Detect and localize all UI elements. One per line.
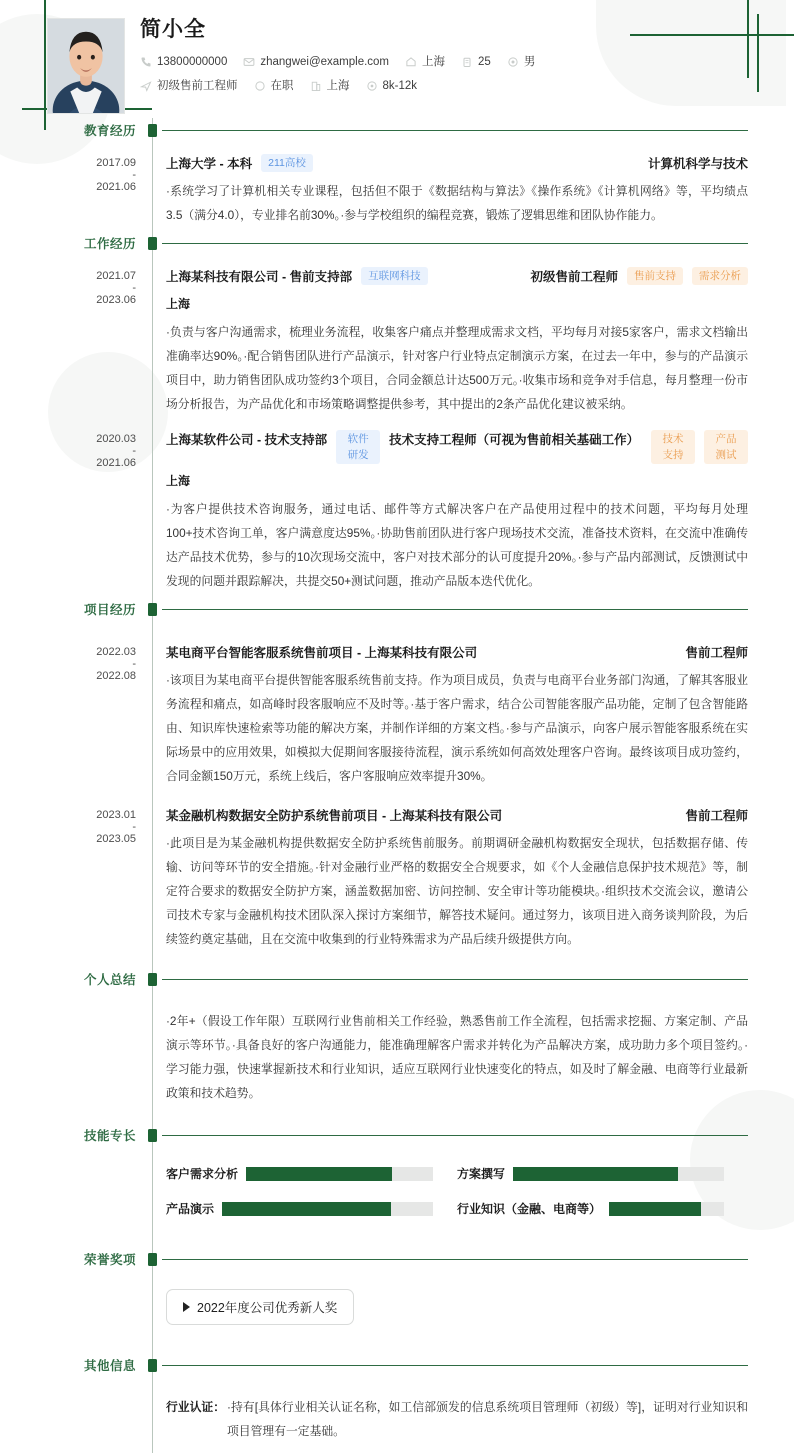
skill-progress-fill xyxy=(609,1202,701,1216)
entry-title-row xyxy=(166,430,748,464)
desired-salary-text: 8k-12k xyxy=(382,80,418,92)
company-name: 上海某软件公司 - 技术支持部 xyxy=(166,433,328,447)
entry-title-row xyxy=(166,643,748,663)
skill-label: 行业知识（金融、电商等） xyxy=(457,1202,602,1216)
skill-item xyxy=(457,1200,748,1217)
gender-icon xyxy=(507,56,519,68)
project-role: 售前工程师 xyxy=(685,646,748,660)
date-end: 2023.06 xyxy=(96,294,136,306)
date-start: 2020.03 xyxy=(96,433,136,445)
job-icon xyxy=(140,80,152,92)
section-header xyxy=(0,597,794,623)
date-end: 2021.06 xyxy=(96,181,136,193)
section-header xyxy=(0,1247,794,1273)
industry-tag: 互联网科技 xyxy=(361,267,428,285)
play-triangle-icon xyxy=(183,1302,190,1312)
certification-label: 行业认证： xyxy=(166,1400,225,1414)
work-city: 上海 xyxy=(166,474,191,488)
section-education xyxy=(0,118,794,231)
date-start: 2022.03 xyxy=(96,646,136,658)
summary-description: ·2年+（假设工作年限）互联网行业售前相关工作经验，熟悉售前工作全流程，包括需求挖掘、方案定制、产品演示等环节。·具备良好的客户沟通能力，能准确理解客户需求并转化为产品解决方案，成功助力多个项目签约。·学习能力强，快速掌握新技术和行业知识，适应互联网行业快速变化的特点，如及时了解金融、电商等行业最新政策和技术趋势。 xyxy=(166,1014,748,1100)
entry-title-row xyxy=(166,154,748,174)
date-end: 2022.08 xyxy=(96,670,136,682)
skill-progress-fill xyxy=(513,1167,678,1181)
section-header xyxy=(0,231,794,257)
age-icon xyxy=(461,56,473,68)
section-rule xyxy=(162,1259,748,1260)
work-entry xyxy=(0,257,794,420)
avatar-portrait-icon xyxy=(48,19,124,113)
work-description: ·为客户提供技术咨询服务，通过电话、邮件等方式解决客户在产品使用过程中的技术问题，平均每月处理100+技术咨询工单，客户满意度达95%。·协助售前团队进行客户现场技术交流，准备技术资料，在交流中准确传达产品技术优势，参与的10次现场交流中，客户对技术部分的认可度提升20%。·参与产品内部测试，反馈测试中发现的问题并跟踪解决，共提交50+测试问题，推动产品版本迭代优化。 xyxy=(166,502,748,588)
entry-date xyxy=(0,156,136,195)
entry-date xyxy=(0,432,136,471)
section-title-projects: 项目经历 xyxy=(83,603,136,617)
entry-title-right xyxy=(685,806,748,826)
skill-progress-bar xyxy=(513,1167,724,1181)
entry-title-left xyxy=(166,267,520,287)
desired-job-text: 初级售前工程师 xyxy=(157,80,238,92)
contact-gender-text: 男 xyxy=(523,56,536,68)
skill-item xyxy=(457,1165,748,1182)
awards-list xyxy=(0,1273,794,1335)
section-rule xyxy=(162,1365,748,1366)
section-rule xyxy=(162,609,748,610)
award-chip[interactable] xyxy=(166,1289,354,1325)
skill-tag: 需求分析 xyxy=(692,267,748,285)
work-entry xyxy=(0,420,794,597)
date-start: 2021.07 xyxy=(96,270,136,282)
skill-label: 客户需求分析 xyxy=(166,1167,239,1181)
timeline-node xyxy=(148,237,157,250)
contact-row-primary xyxy=(140,52,754,72)
contact-phone-text: 13800000000 xyxy=(157,56,228,68)
skill-progress-bar xyxy=(609,1202,724,1216)
contact-location xyxy=(405,52,445,72)
section-header xyxy=(0,118,794,144)
section-awards xyxy=(0,1247,794,1335)
section-rule xyxy=(162,243,748,244)
date-end: 2023.05 xyxy=(96,833,136,845)
section-rule xyxy=(162,130,748,131)
desired-city xyxy=(310,76,350,96)
entry-date xyxy=(0,269,136,308)
contact-age-text: 25 xyxy=(478,56,491,68)
section-title-education: 教育经历 xyxy=(83,124,136,138)
home-icon xyxy=(405,56,417,68)
section-title-other: 其他信息 xyxy=(83,1359,136,1373)
contact-email xyxy=(243,52,389,72)
job-status-text: 在职 xyxy=(270,80,294,92)
skills-grid xyxy=(0,1149,794,1225)
section-rule xyxy=(162,979,748,980)
date-dash: - xyxy=(132,821,136,833)
contact-location-text: 上海 xyxy=(422,56,446,68)
date-end: 2021.06 xyxy=(96,457,136,469)
timeline-node xyxy=(148,1129,157,1142)
section-header xyxy=(0,1353,794,1379)
section-title-work: 工作经历 xyxy=(83,237,136,251)
entry-title-right xyxy=(685,643,748,663)
entry-title-row xyxy=(166,267,748,287)
project-description: ·此项目是为某金融机构提供数据安全防护系统售前服务。前期调研金融机构数据安全现状，包括数据存储、传输、访问等环节的安全措施。·针对金融行业严格的数据安全合规要求，如《个人金融信息保护技术规范》等，制定符合要求的数据安全防护方案，涵盖数据加密、访问控制、安全审计等功能模块。·组织技术交流会议，邀请公司技术专家与金融机构技术团队深入探讨方案细节，解答技术疑问。通过努力，该项目进入商务谈判阶段，为后续签约奠定基础，且在交流中收集到的行业特殊需求为产品后续升级提供方向。 xyxy=(166,836,748,946)
section-other xyxy=(0,1353,794,1453)
project-name: 某电商平台智能客服系统售前项目 - 上海某科技有限公司 xyxy=(166,646,478,660)
resume-header xyxy=(0,0,794,118)
school-name: 上海大学 - 本科 xyxy=(166,157,253,171)
date-start: 2017.09 xyxy=(96,157,136,169)
resume-timeline xyxy=(0,118,794,1453)
section-projects xyxy=(0,597,794,955)
project-description: ·该项目为某电商平台提供智能客服系统售前支持。作为项目成员，负责与电商平台业务部门沟通，了解其客服业务流程和痛点，如高峰时段客服响应不及时等。·基于客户需求，结合公司智能客服产品功能，定制了包含智能路由、知识库快速检索等功能的解决方案，并制作详细的方案文档。·参与产品演示，向客户展示智能客服系统在实际场景中的应用效果，如模拟大促期间客服接待流程，演示系统如何高效处理客户咨询。最终该项目成功签约，合同金额150万元，系统上线后，客户客服响应效率提升30%。 xyxy=(166,673,748,783)
skill-item xyxy=(166,1165,457,1182)
city-icon xyxy=(310,80,322,92)
date-dash: - xyxy=(132,169,136,181)
contact-row-secondary xyxy=(140,76,754,96)
timeline-node xyxy=(148,973,157,986)
skill-progress-fill xyxy=(246,1167,392,1181)
section-header xyxy=(0,1123,794,1149)
certification-line xyxy=(166,1395,748,1443)
date-dash: - xyxy=(132,658,136,670)
skill-tag: 产品测试 xyxy=(704,430,748,464)
skill-progress-bar xyxy=(246,1167,433,1181)
section-title-skills: 技能专长 xyxy=(83,1129,136,1143)
entry-title-right xyxy=(648,154,748,174)
entry-title-left xyxy=(166,643,675,663)
skill-tag: 售前支持 xyxy=(627,267,683,285)
desired-job xyxy=(140,76,238,96)
section-title-awards: 荣誉奖项 xyxy=(83,1253,136,1267)
timeline-node xyxy=(148,124,157,137)
phone-icon xyxy=(140,56,152,68)
section-rule xyxy=(162,1135,748,1136)
project-entry xyxy=(0,792,794,955)
education-entry xyxy=(0,144,794,231)
salary-icon xyxy=(366,80,378,92)
timeline-node xyxy=(148,1253,157,1266)
timeline-node xyxy=(148,603,157,616)
job-title: 技术支持工程师（可视为售前相关基础工作） xyxy=(389,433,640,447)
section-title-summary: 个人总结 xyxy=(83,973,136,987)
job-title: 初级售前工程师 xyxy=(530,270,618,284)
avatar xyxy=(47,18,125,114)
other-info-block xyxy=(0,1379,794,1453)
section-header xyxy=(0,967,794,993)
skill-label: 方案撰写 xyxy=(457,1167,506,1181)
section-skills xyxy=(0,1123,794,1225)
mail-icon xyxy=(243,56,255,68)
work-description: ·负责与客户沟通需求，梳理业务流程，收集客户痛点并整理成需求文档，平均每月对接5家客户，需求文档输出准确率达90%。·配合销售团队进行产品演示，针对客户行业特点定制演示方案，在过去一年中，参与的产品演示项目中，助力销售团队成功签约3个项目，合同金额总计达500万元。·收集市场和竞争对手信息，每月整理一份市场分析报告，为产品优化和市场策略调整提供参考，其中提出的2条产品优化建议被采纳。 xyxy=(166,325,748,411)
job-status xyxy=(254,76,294,96)
skill-progress-fill xyxy=(222,1202,391,1216)
certification-text: ·持有[具体行业相关认证名称，如工信部颁发的信息系统项目管理师（初级）等]，证明对行业知识和项目管理有一定基础。 xyxy=(227,1400,748,1438)
major-name: 计算机科学与技术 xyxy=(647,157,748,171)
date-dash: - xyxy=(132,445,136,457)
status-icon xyxy=(254,80,266,92)
project-entry xyxy=(0,623,794,792)
section-work xyxy=(0,231,794,597)
date-dash: - xyxy=(132,282,136,294)
project-name: 某金融机构数据安全防护系统售前项目 - 上海某科技有限公司 xyxy=(166,809,503,823)
contact-gender xyxy=(507,52,536,72)
project-role: 售前工程师 xyxy=(685,809,748,823)
entry-title-left xyxy=(166,430,641,464)
award-label: 2022年度公司优秀新人奖 xyxy=(197,1301,338,1315)
skill-progress-bar xyxy=(222,1202,433,1216)
entry-title-right xyxy=(651,430,748,464)
company-name: 上海某科技有限公司 - 售前支持部 xyxy=(166,270,353,284)
desired-salary xyxy=(366,76,418,96)
section-summary xyxy=(0,967,794,1109)
entry-title-left xyxy=(166,806,675,826)
date-start: 2023.01 xyxy=(96,809,136,821)
skill-label: 产品演示 xyxy=(166,1202,215,1216)
entry-title-left xyxy=(166,154,638,174)
entry-title-row xyxy=(166,806,748,826)
summary-entry xyxy=(0,993,794,1109)
school-tag: 211高校 xyxy=(261,154,313,172)
entry-date xyxy=(0,808,136,847)
industry-tag: 软件研发 xyxy=(336,430,380,464)
education-description: ·系统学习了计算机相关专业课程，包括但不限于《数据结构与算法》《操作系统》《计算机网络》等，平均绩点3.5（满分4.0），专业排名前30%。·参与学校组织的编程竞赛，锻炼了逻辑思维和团队协作能力。 xyxy=(166,184,748,222)
work-city: 上海 xyxy=(166,297,191,311)
contact-age xyxy=(461,52,491,72)
skill-tag: 技术支持 xyxy=(651,430,695,464)
contact-email-text: zhangwei@example.com xyxy=(260,56,390,68)
entry-date xyxy=(0,645,136,684)
skill-item xyxy=(166,1200,457,1217)
page-title: 简小全 xyxy=(140,18,206,41)
identity-block xyxy=(140,16,754,96)
contact-phone xyxy=(140,52,227,72)
entry-title-right xyxy=(530,267,748,287)
desired-city-text: 上海 xyxy=(326,80,350,92)
timeline-node xyxy=(148,1359,157,1372)
